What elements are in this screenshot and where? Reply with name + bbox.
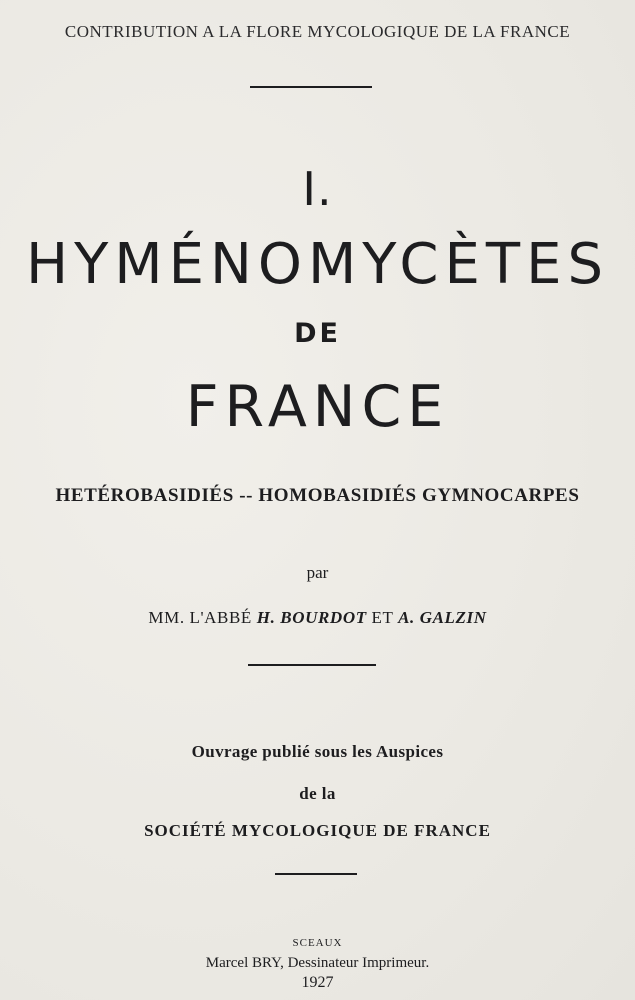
author-galzin: A. GALZIN (398, 608, 487, 627)
imprint-year: 1927 (301, 974, 334, 991)
society-name: SOCIÉTÉ MYCOLOGIQUE DE FRANCE (144, 821, 491, 840)
author-bourdot: H. BOURDOT (256, 608, 367, 627)
imprint-city: SCEAUX (292, 937, 343, 949)
bottom-divider (275, 873, 357, 875)
subtitle: HETÉROBASIDIÉS -- HOMOBASIDIÉS GYMNOCARPES (55, 485, 580, 506)
authors-line (0, 608, 635, 628)
authors-prefix: MM. L'ABBÉ (148, 608, 252, 627)
series-title: CONTRIBUTION A LA FLORE MYCOLOGIQUE DE LA FRANCE (64, 22, 571, 41)
book-title-connector: DE (294, 318, 341, 349)
middle-divider (248, 664, 376, 666)
auspices-connector: de la (299, 784, 336, 803)
top-divider (250, 86, 372, 88)
auspices-line: Ouvrage publié sous les Auspices (191, 742, 444, 761)
imprint-printer: Marcel BRY, Dessinateur Imprimeur. (205, 955, 430, 971)
book-title: HYMÉNOMYCÈTES (25, 232, 610, 297)
authors-conjunction: ET (371, 608, 394, 627)
by-line: par (306, 563, 329, 582)
volume-number: I. (302, 162, 333, 216)
book-title-country: FRANCE (185, 374, 450, 440)
